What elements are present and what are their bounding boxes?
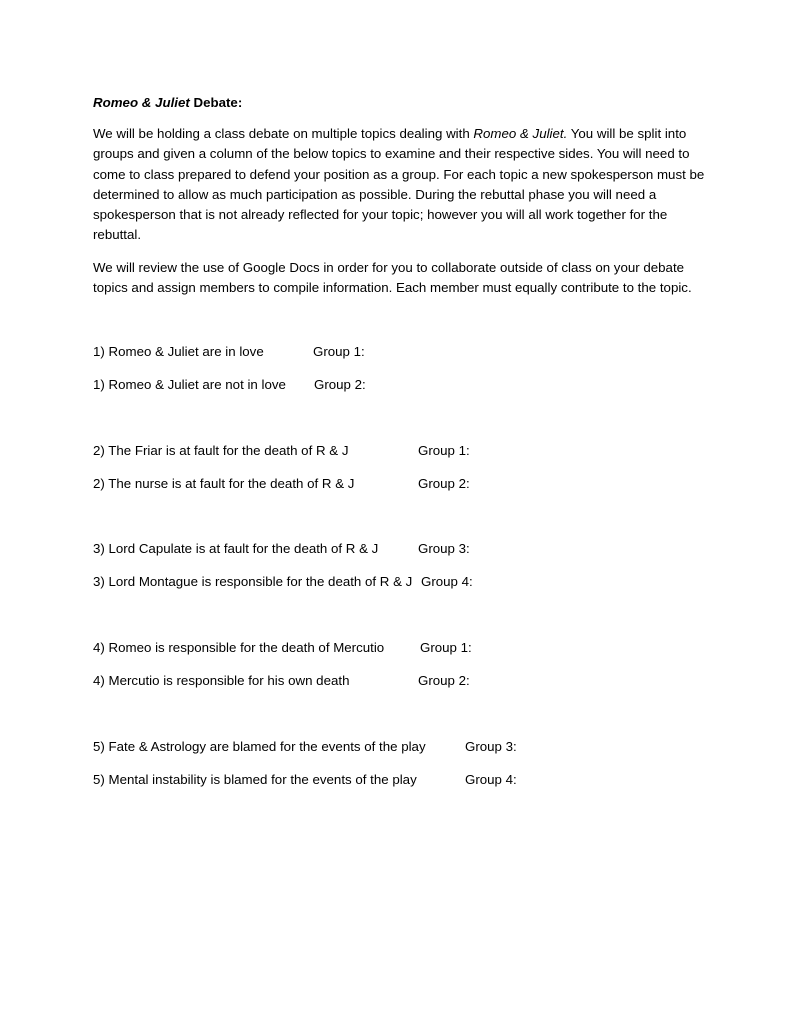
intro-line: determined to allow as much participation as possible. During the rebuttal phase you will need a (93, 186, 657, 202)
topic-item: 4) Romeo is responsible for the death of Mercutio (93, 640, 385, 655)
topic-item: 2) The nurse is at fault for the death of R & J (93, 476, 355, 491)
google-docs-paragraph (93, 258, 705, 299)
docs-line: We will review the use of Google Docs in order for you to collaborate outside of class on your debate (93, 260, 685, 275)
topic-item: 4) Mercutio is responsible for his own death (93, 673, 350, 688)
topic-item: 5) Fate & Astrology are blamed for the events of the play (93, 739, 426, 754)
topic-item: 1) Romeo & Juliet are not in love (93, 377, 286, 392)
intro-line: come to class prepared to defend your position as a group. For each topic a new spokesperson must be (93, 166, 705, 182)
page-title (93, 93, 242, 113)
topic-item: 5) Mental instability is blamed for the events of the play (93, 772, 417, 787)
group-label: Group 2: (418, 476, 470, 491)
group-label: Group 1: (420, 640, 472, 655)
topic-item: 2) The Friar is at fault for the death of R & J (93, 443, 349, 458)
group-label: Group 3: (418, 541, 470, 556)
group-label: Group 4: (421, 574, 473, 589)
group-label: Group 1: (418, 443, 470, 458)
topic-item: 3) Lord Montague is responsible for the death of R & J (93, 574, 413, 589)
topic-item: 1) Romeo & Juliet are in love (93, 344, 264, 359)
group-label: Group 1: (313, 344, 365, 359)
title-suffix: Debate: (189, 95, 243, 110)
topic-item: 3) Lord Capulate is at fault for the death of R & J (93, 541, 379, 556)
title-play-name: Romeo & Juliet (93, 95, 190, 110)
intro-text: We will be holding a class debate on multiple topics dealing with (93, 126, 474, 141)
group-label: Group 2: (314, 377, 366, 392)
docs-line: topics and assign members to compile information. Each member must equally contribute to the topic. (93, 280, 692, 296)
group-label: Group 4: (465, 772, 517, 787)
intro-line: groups and given a column of the below topics to examine and their respective sides. You will need to (93, 146, 690, 162)
group-label: Group 2: (418, 673, 470, 688)
intro-line (93, 124, 705, 144)
intro-text: You will be split into (567, 126, 687, 141)
group-label: Group 3: (465, 739, 517, 754)
intro-paragraph (93, 124, 705, 246)
intro-line: rebuttal. (93, 227, 142, 243)
intro-line: spokesperson that is not already reflected for your topic; however you will all work together for the (93, 207, 668, 223)
intro-play-name: Romeo & Juliet. (473, 126, 568, 141)
